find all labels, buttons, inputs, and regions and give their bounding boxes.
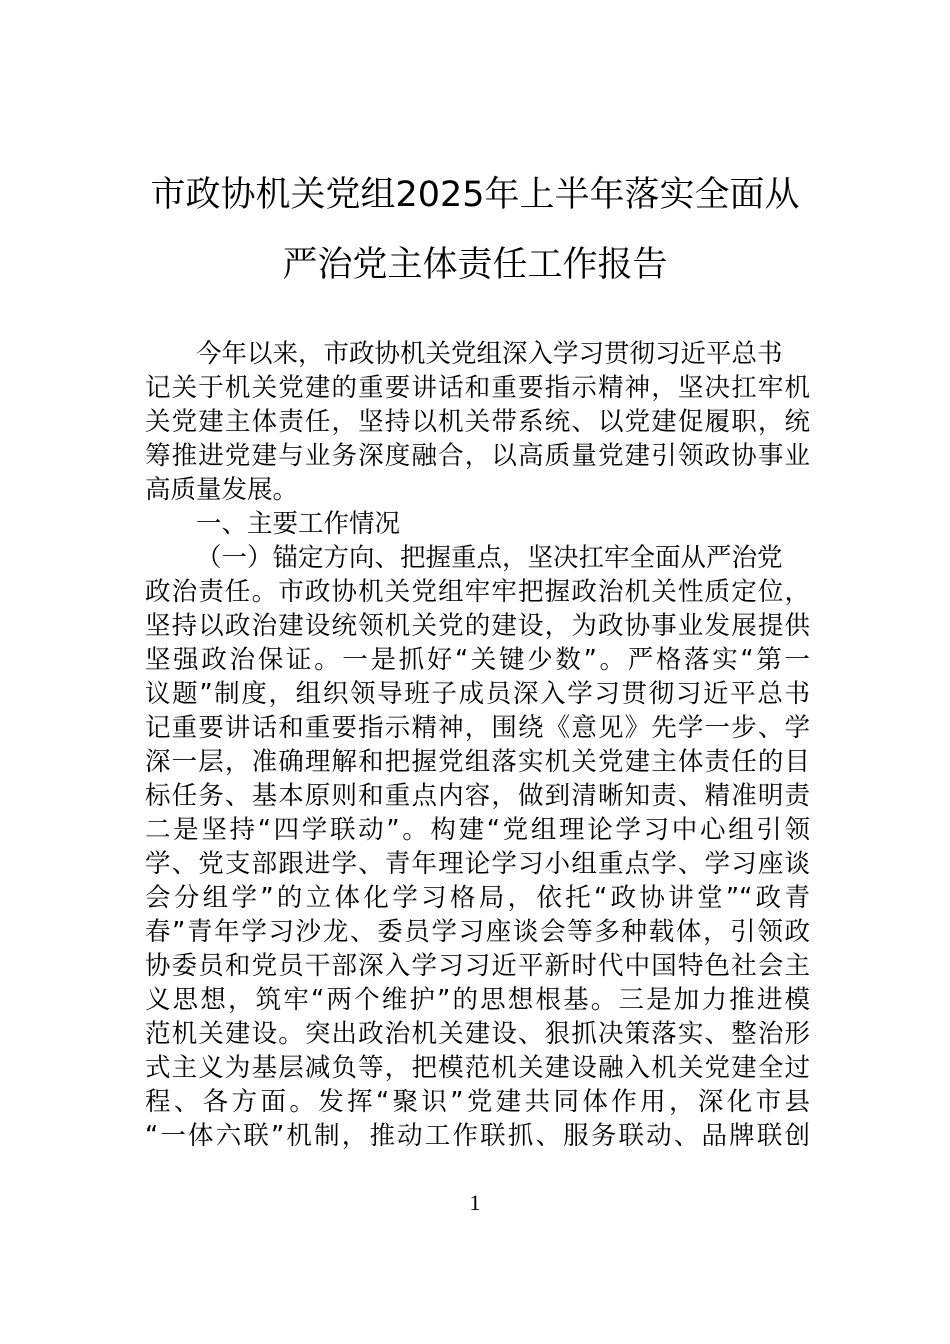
paragraph-line: 二是坚持“四学联动”。构建“党组理论学习中心组引领 [145,815,810,845]
paragraph-line: 义思想，筑牢“两个维护”的思想根基。三是加力推进模 [145,985,810,1015]
paragraph-line: 学、党支部跟进学、青年理论学习小组重点学、学习座谈 [145,849,810,879]
paragraph-line: 高质量发展。 [145,475,299,505]
paragraph-line: 记重要讲话和重要指示精神，围绕《意见》先学一步、学 [145,713,810,743]
paragraph-line: 议题”制度，组织领导班子成员深入学习贯彻习近平总书 [145,679,810,709]
document-title-line-2: 严治党主体责任工作报告 [282,245,668,285]
paragraph-line: 记关于机关党建的重要讲话和重要指示精神，坚决扛牢机 [145,373,810,403]
paragraph-line: 筹推进党建与业务深度融合，以高质量党建引领政协事业 [145,441,810,471]
paragraph-line: 今年以来，市政协机关党组深入学习贯彻习近平总书 [196,339,783,369]
document-title-line-1: 市政协机关党组2025年上半年落实全面从 [150,175,800,215]
paragraph-line: 春”青年学习沙龙、委员学习座谈会等多种载体，引领政 [145,917,810,947]
section-heading: 一、主要工作情况 [196,509,401,539]
paragraph-line: 会分组学”的立体化学习格局，依托“政协讲堂”“政青 [145,883,810,913]
paragraph-line: 政治责任。市政协机关党组牢牢把握政治机关性质定位， [145,577,810,607]
paragraph-line: （一）锚定方向、把握重点，坚决扛牢全面从严治党 [196,543,783,573]
paragraph-line: 关党建主体责任，坚持以机关带系统、以党建促履职，统 [145,407,810,437]
paragraph-line: 坚强政治保证。一是抓好“关键少数”。严格落实“第一 [145,645,810,675]
paragraph-line: 深一层，准确理解和把握党组落实机关党建主体责任的目 [145,747,810,777]
paragraph-line: 坚持以政治建设统领机关党的建设，为政协事业发展提供 [145,611,810,641]
paragraph-line: 协委员和党员干部深入学习习近平新时代中国特色社会主 [145,951,810,981]
paragraph-line: 标任务、基本原则和重点内容，做到清晰知责、精准明责 [145,781,810,811]
paragraph-line: 范机关建设。突出政治机关建设、狠抓决策落实、整治形 [145,1019,810,1049]
paragraph-line: 式主义为基层减负等，把模范机关建设融入机关党建全过 [145,1053,810,1083]
paragraph-line: “一体六联”机制，推动工作联抓、服务联动、品牌联创 [145,1121,810,1151]
paragraph-line: 程、各方面。发挥“聚识”党建共同体作用，深化市县 [145,1087,810,1117]
page-number: 1 [469,1190,481,1215]
